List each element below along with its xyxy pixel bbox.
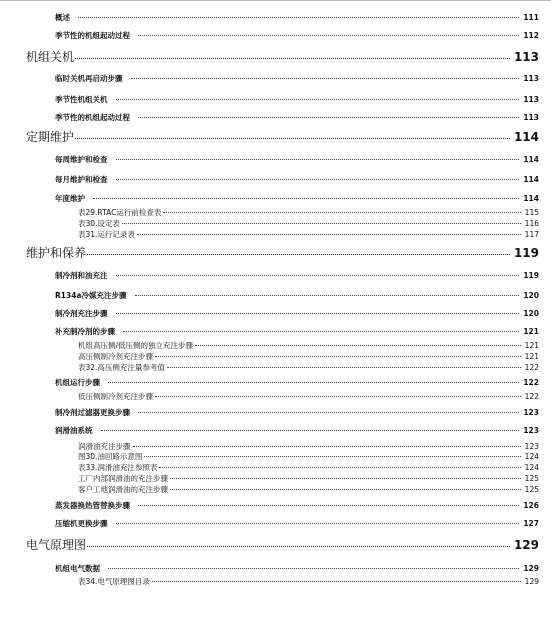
dot-leader (159, 467, 520, 468)
toc-entry-title: 表34.电气原理图目录 (78, 577, 150, 586)
toc-entry-title: 表33.润滑油充注参照表 (78, 463, 158, 472)
toc-entry-page-number: 114 (523, 175, 539, 184)
toc-entry-title: 机组关机 (26, 50, 75, 64)
toc-subsection-entry[interactable] (78, 362, 539, 373)
dot-leader (155, 356, 521, 357)
toc-entry-page-number: 120 (523, 291, 539, 300)
toc-entry-title: 季节性的机组起动过程 (55, 113, 130, 122)
toc-entry-page-number: 129 (523, 564, 539, 573)
toc-subsection-entry[interactable] (78, 484, 539, 495)
toc-subsection-entry[interactable] (78, 473, 539, 484)
toc-section-entry[interactable] (55, 193, 539, 204)
toc-entry-page-number: 113 (523, 74, 539, 83)
toc-entry-page-number: 113 (523, 113, 539, 122)
toc-entry-page-number: 121 (523, 327, 539, 336)
toc-subsection-entry[interactable] (78, 391, 539, 402)
toc-entry-title: 补充制冷剂的步骤 (55, 327, 115, 336)
toc-entry-page-number: 117 (524, 230, 539, 239)
toc-entry-title: 图30.油回路示意图 (78, 452, 143, 461)
dot-leader (123, 331, 519, 332)
toc-entry-page-number: 113 (523, 95, 539, 104)
toc-entry-title: 维护和保养 (26, 246, 87, 260)
dot-leader (138, 117, 519, 118)
dot-leader (138, 505, 519, 506)
toc-entry-title: 每月维护和检查 (55, 175, 108, 184)
toc-section-entry[interactable] (55, 407, 539, 418)
toc-subsection-entry[interactable] (78, 462, 539, 473)
toc-entry-page-number: 124 (524, 452, 539, 461)
toc-entry-page-number: 113 (513, 50, 539, 64)
toc-entry-title: 年度维护 (55, 194, 85, 203)
toc-entry-title: 蒸发器换热管替换步骤 (55, 501, 130, 510)
toc-section-entry[interactable] (55, 112, 539, 123)
toc-section-entry[interactable] (55, 518, 539, 529)
toc-entry-title: 润滑油充注步骤 (78, 442, 131, 451)
dot-leader (116, 523, 520, 524)
toc-entry-title: 高压侧制冷剂充注步骤 (78, 352, 153, 361)
toc-entry-title: 客户工地润滑油的充注步骤 (78, 485, 168, 494)
toc-entry-page-number: 114 (513, 130, 539, 144)
toc-entry-title: 机组运行步骤 (55, 378, 100, 387)
toc-entry-title: 表29.RTAC运行前检查表 (78, 208, 162, 217)
toc-section-entry[interactable] (55, 326, 539, 337)
dot-leader (170, 478, 521, 479)
toc-entry-page-number: 125 (524, 474, 539, 483)
toc-entry-page-number: 126 (523, 501, 539, 510)
dot-leader (133, 446, 521, 447)
toc-entry-title: 表30.设定表 (78, 219, 120, 228)
toc-entry-page-number: 122 (524, 363, 539, 372)
toc-section-entry[interactable] (55, 154, 539, 165)
toc-entry-title: 表32.高压侧充注量参考值 (78, 363, 165, 372)
toc-chapter-entry[interactable] (26, 48, 539, 65)
toc-entry-title: 临时关机再启动步骤 (55, 74, 123, 83)
toc-section-entry[interactable] (55, 290, 539, 301)
toc-entry-title: 电气原理图 (26, 538, 87, 552)
toc-entry-page-number: 116 (524, 219, 539, 228)
toc-chapter-entry[interactable] (26, 536, 539, 553)
dot-leader (170, 489, 521, 490)
toc-entry-title: 机组电气数据 (55, 564, 100, 573)
toc-entry-title: 制冷剂过滤器更换步骤 (55, 408, 130, 417)
toc-entry-title: 低压侧制冷剂充注步骤 (78, 392, 153, 401)
toc-entry-page-number: 112 (523, 31, 539, 40)
toc-entry-page-number: 124 (524, 463, 539, 472)
toc-entry-page-number: 120 (523, 309, 539, 318)
toc-entry-title: 制冷剂充注步骤 (55, 309, 108, 318)
toc-entry-title: 季节性机组关机 (55, 95, 108, 104)
toc-chapter-entry[interactable] (26, 128, 539, 145)
toc-entry-page-number: 123 (523, 408, 539, 417)
toc-entry-title: 压缩机更换步骤 (55, 519, 108, 528)
toc-section-entry[interactable] (55, 73, 539, 84)
toc-subsection-entry[interactable] (78, 229, 539, 240)
toc-entry-page-number: 125 (524, 485, 539, 494)
toc-chapter-entry[interactable] (26, 244, 539, 261)
toc-subsection-entry[interactable] (78, 351, 539, 362)
toc-entry-page-number: 111 (523, 13, 539, 22)
toc-entry-title: 表31.运行记录表 (78, 230, 135, 239)
dot-leader (108, 568, 519, 569)
dot-leader (195, 345, 521, 346)
toc-section-entry[interactable] (55, 94, 539, 105)
toc-entry-title: 每周维护和检查 (55, 155, 108, 164)
toc-section-entry[interactable] (55, 270, 539, 281)
toc-section-entry[interactable] (55, 500, 539, 511)
dot-leader (122, 223, 521, 224)
toc-entry-title: 定期维护 (26, 130, 75, 144)
toc-entry-page-number: 121 (524, 352, 539, 361)
toc-entry-page-number: 123 (524, 442, 539, 451)
dot-leader (152, 581, 521, 582)
dot-leader (101, 430, 520, 431)
toc-entry-page-number: 122 (523, 378, 539, 387)
dot-leader (116, 179, 520, 180)
toc-subsection-entry[interactable] (78, 207, 539, 218)
toc-entry-page-number: 122 (524, 392, 539, 401)
toc-entry-title: 工厂内部润滑油的充注步骤 (78, 474, 168, 483)
dot-leader (135, 295, 520, 296)
dot-leader (116, 159, 520, 160)
toc-subsection-entry[interactable] (78, 576, 539, 587)
toc-entry-page-number: 127 (523, 519, 539, 528)
dot-leader (131, 78, 520, 79)
dot-leader (87, 254, 510, 255)
toc-entry-page-number: 129 (524, 577, 539, 586)
toc-subsection-entry[interactable] (78, 340, 539, 351)
dot-leader (75, 58, 510, 59)
toc-section-entry[interactable] (55, 377, 539, 388)
top-rule (0, 0, 551, 1)
dot-leader (138, 35, 519, 36)
dot-leader (138, 412, 519, 413)
toc-entry-page-number: 115 (524, 208, 539, 217)
toc-section-entry[interactable] (55, 174, 539, 185)
dot-leader (87, 546, 510, 547)
toc-section-entry[interactable] (55, 425, 539, 436)
toc-entry-page-number: 129 (513, 538, 539, 552)
toc-entry-title: 季节性的机组起动过程 (55, 31, 130, 40)
toc-entry-title: 机组高压侧/低压侧的独立充注步骤 (78, 341, 194, 350)
dot-leader (167, 367, 521, 368)
dot-leader (108, 382, 519, 383)
toc-entry-page-number: 119 (513, 246, 539, 260)
toc-section-entry[interactable] (55, 12, 539, 23)
dot-leader (93, 198, 519, 199)
toc-entry-title: 润滑油系统 (55, 426, 93, 435)
dot-leader (144, 456, 520, 457)
dot-leader (116, 99, 520, 100)
toc-section-entry[interactable] (55, 308, 539, 319)
dot-leader (163, 212, 520, 213)
dot-leader (116, 313, 520, 314)
toc-subsection-entry[interactable] (78, 451, 539, 462)
dot-leader (137, 234, 521, 235)
toc-entry-page-number: 119 (523, 271, 539, 280)
toc-entry-page-number: 123 (523, 426, 539, 435)
toc-entry-title: R134a冷媒充注步骤 (55, 291, 127, 300)
toc-entry-title: 概述 (55, 13, 70, 22)
toc-entry-page-number: 121 (524, 341, 539, 350)
toc-entry-title: 制冷剂和油充注 (55, 271, 108, 280)
toc-section-entry[interactable] (55, 30, 539, 41)
toc-entry-page-number: 114 (523, 155, 539, 164)
dot-leader (78, 17, 519, 18)
toc-entry-page-number: 114 (523, 194, 539, 203)
toc-section-entry[interactable] (55, 563, 539, 574)
dot-leader (155, 396, 521, 397)
toc-subsection-entry[interactable] (78, 218, 539, 229)
dot-leader (116, 275, 520, 276)
dot-leader (75, 138, 510, 139)
